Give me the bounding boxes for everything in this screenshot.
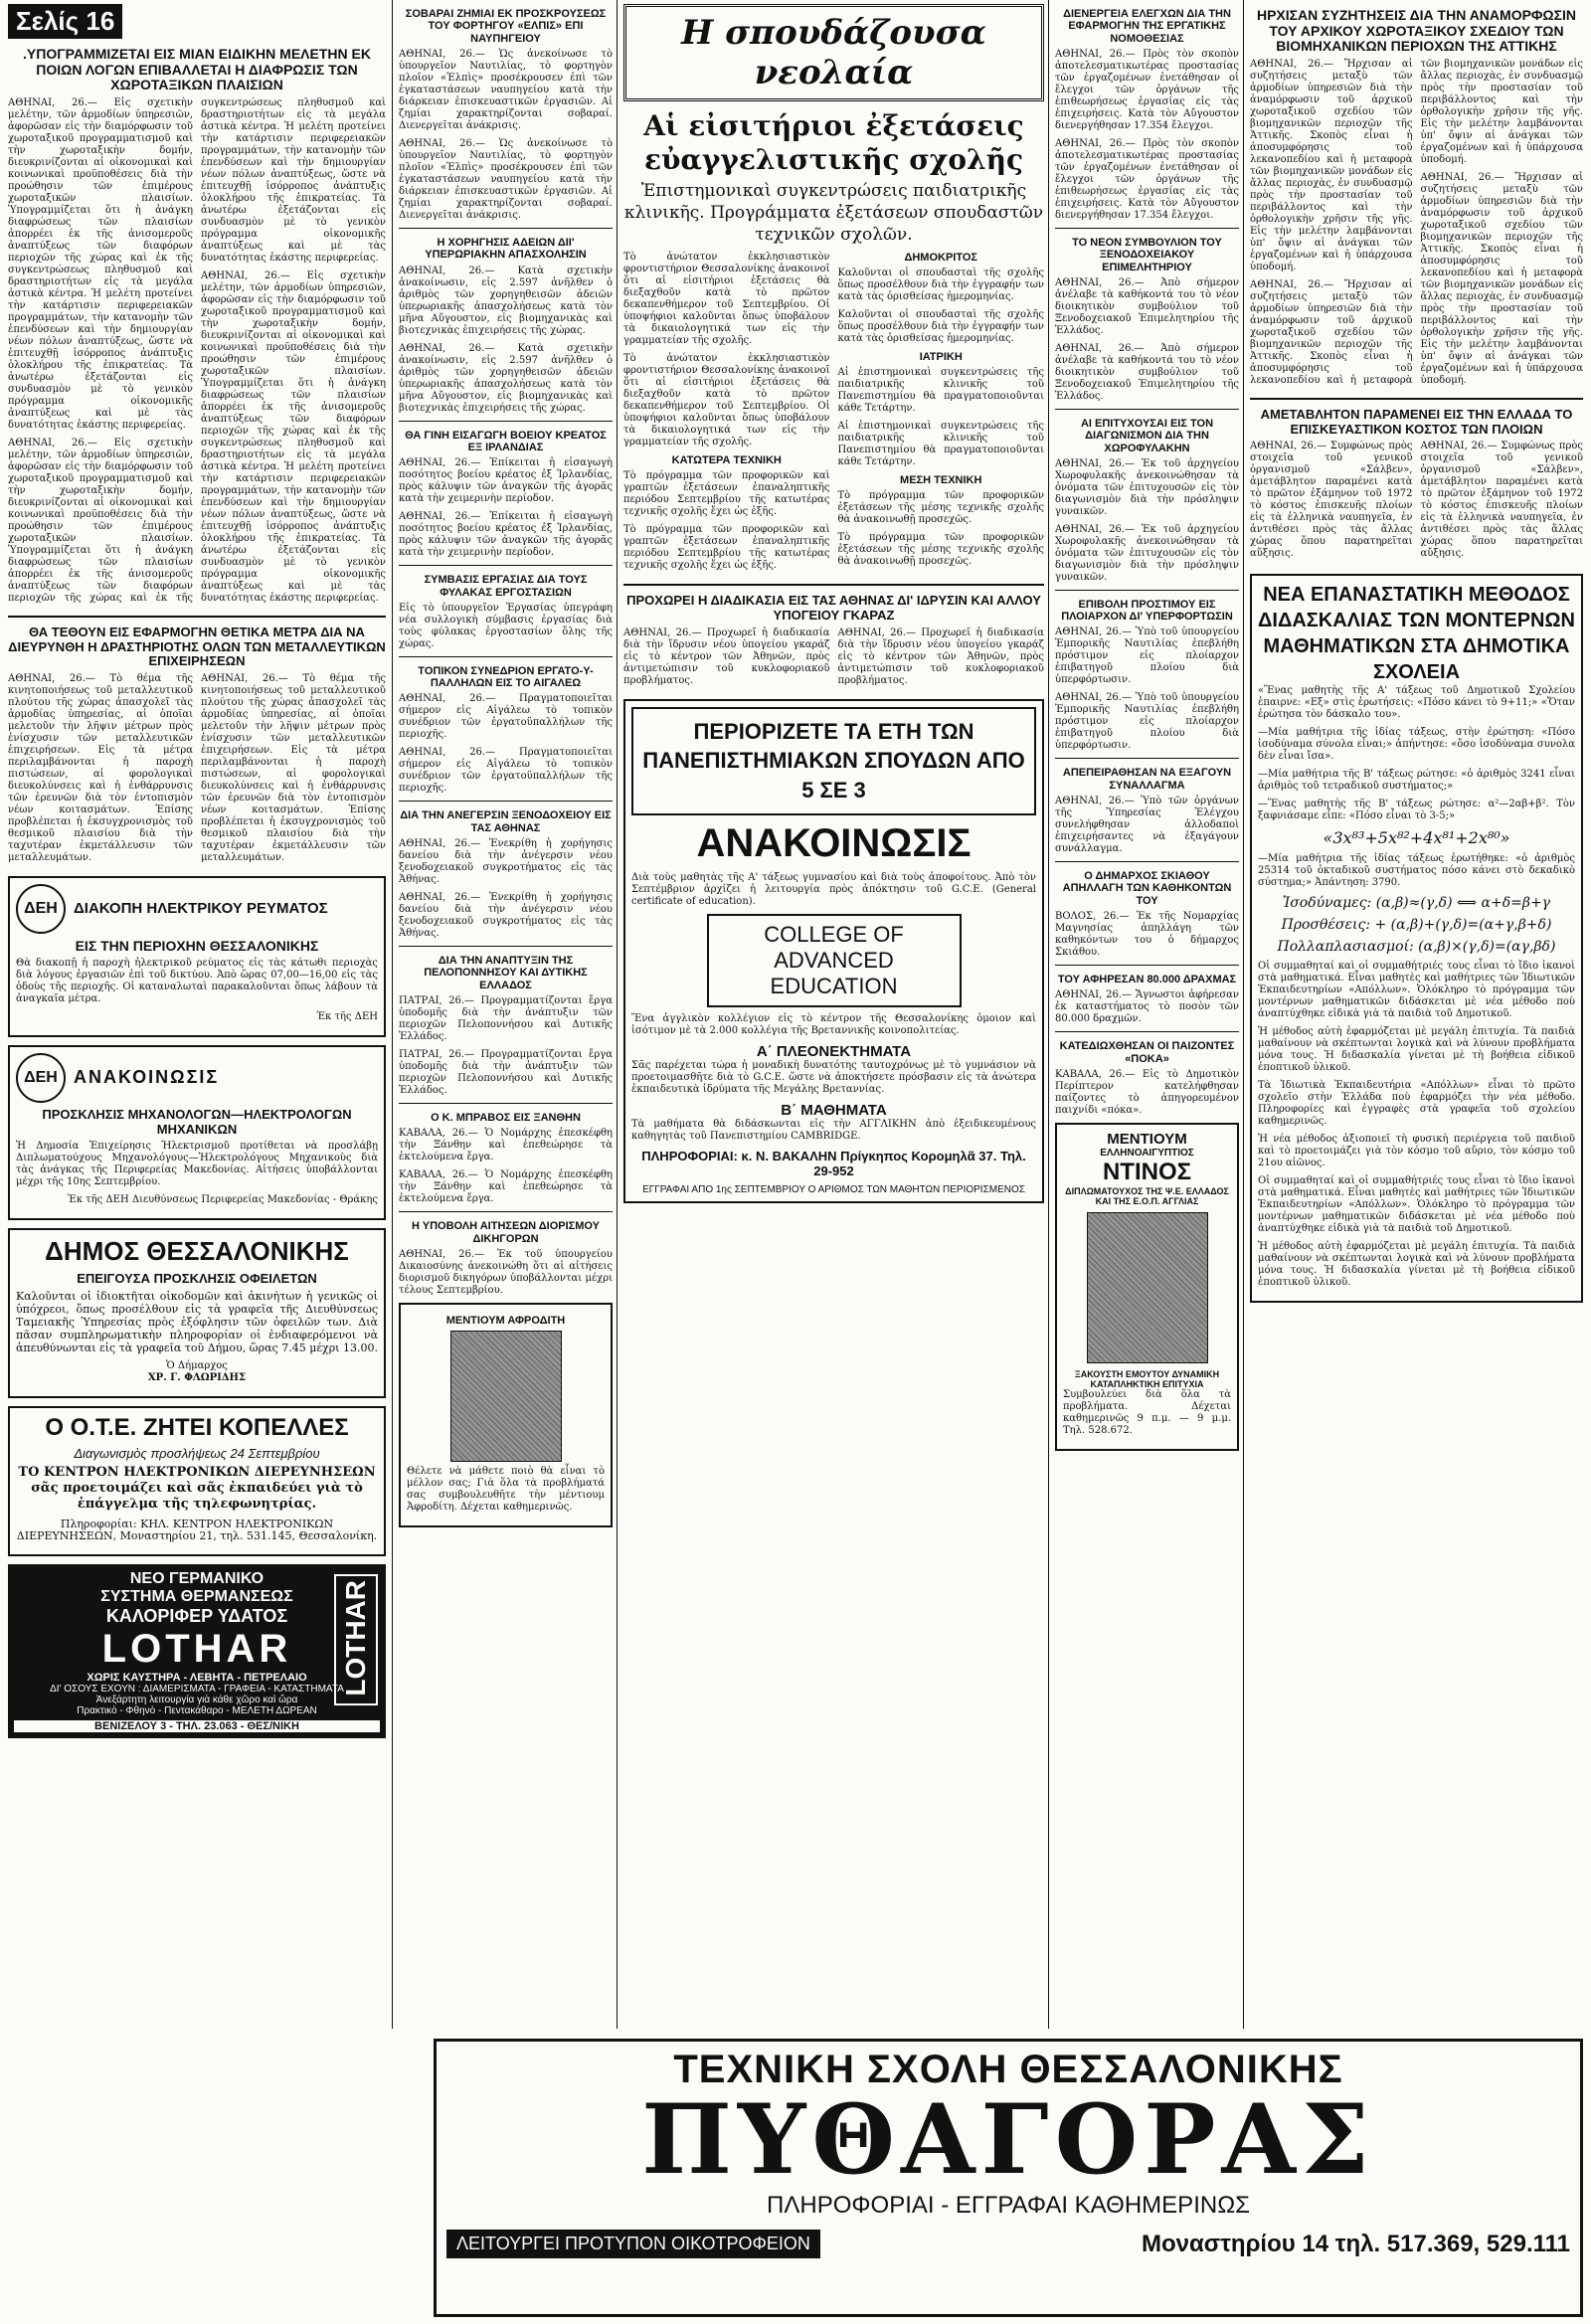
divider — [399, 1211, 613, 1212]
article-chorofylaki-body-2: ΑΘΗΝΑΙ, 26.— Ἐκ τοῦ ἀρχηγείου Χωροφυλακῆς ἀνεκοινώθησαν τὰ ὀνόματα τῶν ἐπιτυχουσῶν εἰς τὸν διαγωνισμὸν διὰ τὴν πρόσληψιν γυναικῶν. — [1055, 523, 1239, 583]
lothar-line6: Ἀνεξάρτητη λειτουργία γιὰ κάθε χῶρο καὶ ὥρα — [95, 1694, 298, 1705]
dimos-signature: ΧΡ. Γ. ΦΛΩΡΙΔΗΣ — [147, 1371, 247, 1383]
divider — [1250, 398, 1583, 400]
headline-dikigoroi: Η ΥΠΟΒΟΛΗ ΑΙΤΗΣΕΩΝ ΔΙΟΡΙΣΜΟΥ ΔΙΚΗΓΟΡΩΝ — [411, 1220, 601, 1245]
math-body1: «Ἕνας μαθητὴς τῆς Α' τάξεως τοῦ Δημοτικοῦ Σχολείου ἐπαιρνε: «Εξ» στὶς ἐρωτήσεις: «Πόσο κάνει τὸ 9+11;» «Ὅταν ἐρώτησα τὸν δάσκαλο του». — [1258, 685, 1575, 721]
article-kreas-body-2: ΑΘΗΝΑΙ, 26.— Ἐπίκειται ἡ εἰσαγωγὴ ποσότητος βοείου κρέατος ἐξ Ἰρλανδίας, πρὸς κάλυψιν τῶν ἀναγκῶν τῆς ἀγορᾶς κατὰ τὴν χειμερινὴν περίοδον. — [399, 511, 613, 559]
divider — [1055, 409, 1239, 410]
page-label — [8, 4, 122, 39]
divider — [1055, 861, 1239, 862]
article-elegchoi-body: ΑΘΗΝΑΙ, 26.— Πρὸς τὸν σκοπὸν ἀποτελεσματικωτέρας προστασίας τῶν ἐργαζομένων ἐνετάθησαν οἱ ἔλεγχοι τῶν ὀργάνων τῆς ἐπιθεωρήσεως ἐργασίας εἰς τὰς ἐπιχειρήσεις. Κατὰ τὸν Αὔγουστον διενεργήθησαν 17.354 ἔλεγχοι. — [1055, 48, 1239, 131]
college-a-body: Σᾶς παρέχεται τώρα ἡ μοναδικὴ δυνατότης ταυτοχρόνως μὲ τὸ γυμνάσιον νὰ προετοιμασθῆτε διὰ τὸ G.C.E. ὥστε νὰ ἀποκτήσετε πρόσβασιν εἰς τὰ ἀνώτερα ἐκπαιδευτικὰ ἱδρύματα τῆς Μεγάλης Βρεταννίας. — [631, 1059, 1036, 1095]
dei-logo-2: ΔΕΗ — [16, 1053, 66, 1103]
article-metallevtika-body: ΑΘΗΝΑΙ, 26.— Τὸ θέμα τῆς κινητοποιήσεως τοῦ μεταλλευτικοῦ πλούτου τῆς χώρας ἀπασχολεῖ τὰς ἁρμοδίας ὑπηρεσίας, αἱ ὁποῖαι μελετοῦν τὴν λῆψιν μέτρων πρὸς ἐνίσχυσιν τῶν μεταλλευτικῶν ἐπιχειρήσεων. Εἰς τὰ μέτρα περιλαμβάνονται ἡ παροχὴ πιστώσεων, αἱ φορολογικαὶ διευκολύνσεις καὶ ἡ ἐνθάρρυνσις τῶν ἐρευνῶν διὰ τὸν ἐντοπισμὸν νέων κοιτασμάτων. Ἐπίσης προβλέπεται ἡ ἐκσυγχρονισμὸς τοῦ θεσμικοῦ πλαισίου διὰ τὴν ταχυτέραν ἐκμετάλλευσιν τῶν μεταλλευμάτων. — [8, 672, 193, 863]
headline-choro: .ΥΠΟΓΡΑΜΜΙΖΕΤΑΙ ΕΙΣ ΜΙΑΝ ΕΙΔΙΚΗΝ ΜΕΛΕΤΗΝ ΕΚ ΠΟΙΩΝ ΛΟΓΩΝ ΕΠΙΒΑΛΛΕΤΑΙ Η ΔΙΑΦΡΩΣΙΣ ΤΩΝ ΧΩΡΟΤΑΞΙΚΩΝ ΠΛΑΙΣΙΩΝ — [23, 46, 371, 93]
neolaia-s2: ΔΗΜΟΚΡΙΤΟΣ — [904, 252, 978, 265]
dimos-title: ΔΗΜΟΣ ΘΕΣΣΑΛΟΝΙΚΗΣ — [45, 1235, 349, 1266]
college-body: Ἕνα ἀγγλικὸν κολλέγιον εἰς τὸ κέντρον τῆς Θεσσαλονίκης ὁμοιον καὶ ἰσότιμον μὲ τὰ 2.000 κολλέγια τῆς Βρεταννικῆς κοινοπολιτείας. — [631, 1012, 1036, 1036]
math-body7b: Ἡ μέθοδος αὐτὴ ἐφαρμόζεται μὲ μεγάλη ἐπιτυχία. Τὰ παιδιὰ μαθαίνουν νὰ σκέπτωνται λογικὰ καὶ νὰ λύνουν προβλήματα μόνα τους. Ἡ διδασκαλία γίνεται μὲ τὴ βοήθεια εἰδικοῦ ἐποπτικοῦ ὑλικοῦ. — [1258, 1241, 1575, 1289]
neolaia-body5b: Τὸ πρόγραμμα τῶν προφορικῶν ἐξετάσεων τῆς μέσης τεχνικῆς σχολῆς θὰ ἀνακοινωθῇ προσεχῶς. — [837, 532, 1044, 568]
divider — [1055, 965, 1239, 966]
ntinos-line2: ΞΑΚΟΥΣΤΗ ΕΜΟΥΤΟΥ ΔΥΝΑΜΙΚΗ ΚΑΤΑΠΛΗΚΤΙΚΗ ΕΠΙΤΥΧΙΑ — [1074, 1368, 1220, 1389]
mentioum-afroditi-ad — [399, 1303, 613, 1527]
headline-poka: ΚΑΤΕΔΙΩΧΘΗΣΑΝ ΟΙ ΠΑΙΖΟΝΤΕΣ «ΠΟΚΑ» — [1059, 1040, 1235, 1065]
headline-adeies: Η ΧΟΡΗΓΗΣΙΣ ΑΔΕΙΩΝ ΔΙΙ' ΥΠΕΡΩΡΙΑΚΗΝ ΑΠΑΣΧΟΛΗΣΙΝ — [425, 236, 587, 262]
lothar-vertical-text: LOTHAR — [340, 1579, 371, 1697]
math-body7: Ἡ μέθοδος αὐτὴ ἐφαρμόζεται μὲ μεγάλη ἐπιτυχία. Τὰ παιδιὰ μαθαίνουν νὰ σκέπτωνται λογικὰ καὶ νὰ λύνουν προβλήματα μόνα τους. Ἡ διδασκαλία γίνεται μὲ τὴ βοήθεια εἰδικοῦ ἐποπτικοῦ ὑλικοῦ. — [1258, 1026, 1575, 1074]
dei-announce-title: ΑΝΑΚΟΙΝΩΣΙΣ — [74, 1067, 220, 1088]
divider — [399, 228, 613, 229]
article-peloponnisos-body-2: ΠΑΤΡΑΙ, 26.— Προγραμματίζονται ἔργα ὑποδομῆς διὰ τὴν ἀνάπτυξιν τῶν περιοχῶν Πελοποννήσου καὶ Δυτικῆς Ἑλλάδος. — [399, 1049, 613, 1096]
headline-skiathos: Ο ΔΗΜΑΡΧΟΣ ΣΚΙΑΘΟΥ ΑΠΗΛΛΑΓΗ ΤΩΝ ΚΑΘΗΚΟΝΤΩΝ ΤΟΥ — [1062, 870, 1232, 907]
ntinos-title: ΜΕΝΤΙΟΥΜ — [1107, 1130, 1187, 1148]
college-anakoinosis: ΑΝΑΚΟΙΝΩΣΙΣ — [696, 820, 972, 865]
math-body5: —Μία μαθήτρια τῆς ἰδίας τάξεως ἐρωτήθηκε: «ὁ ἀριθμὸς 25314 τοῦ ὀκταδικοῦ συστήματος πόσο κάνει στὸ δεκαδικὸ σύστημα;» Ἀπάντηση: 3790. — [1258, 853, 1575, 889]
ploia-body: ΑΘΗΝΑΙ, 26.— Συμφώνως πρὸς στοιχεῖα τοῦ γενικοῦ ὀργανισμοῦ «Σάλβεν», ἀμετάβλητον παραμένει κατὰ τὸ πρῶτον ἑξάμηνον τοῦ 1972 τὸ κόστος ἐπισκευῆς πλοίων εἰς τὰ ἑλληνικὰ ναυπηγεῖα, ἐν ἀντιθέσει πρὸς τὰς ἄλλας χώρας ὅπου παρατηρεῖται αὔξησις. — [1250, 441, 1413, 560]
college-ad — [623, 699, 1044, 1203]
divider — [399, 1103, 613, 1104]
math-body6b: Οἱ συμμαθηταί καὶ οἱ συμμαθήτριές τους εἶναι τὸ ἴδιο ἱκανοὶ στὰ μαθηματικά. Εἶναι μαθητὲς καὶ μαθήτριες τῶν Ἰδιωτικῶν Ἐκπαιδευτηρίων «Απόλλων». Ὁλόκληρο τὸ πρόγραμμα τῶν μοντέρνων μαθηματικῶν διδάσκεται μὲ νέα μέθοδο ποὺ ἀναπτύχθηκε εἰδικὰ γιὰ τὰ παιδιὰ τοῦ Δημοτικοῦ. — [1258, 1175, 1575, 1235]
college-name-line2: ADVANCED EDUCATION — [770, 947, 898, 998]
ploia-body-2: ΑΘΗΝΑΙ, 26.— Συμφώνως πρὸς στοιχεῖα τοῦ γενικοῦ ὀργανισμοῦ «Σάλβεν», ἀμετάβλητον παραμένει κατὰ τὸ πρῶτον ἑξάμηνον τοῦ 1972 τὸ κόστος ἐπισκευῆς πλοίων εἰς τὰ ἑλληνικὰ ναυπηγεῖα, ἐν ἀντιθέσει πρὸς τὰς ἄλλας χώρας ὅπου παρατηρεῖται αὔξησις. — [1420, 441, 1583, 560]
college-b-title: Β΄ ΜΑΘΗΜΑΤΑ — [781, 1101, 887, 1119]
headline-80000: ΤΟΥ ΑΦΗΡΕΣΑΝ 80.000 ΔΡΑΧΜΑΣ — [1057, 974, 1237, 985]
article-symvasis-body: Εἰς τὸ ὑπουργεῖον Ἐργασίας ὑπεγράφη νέα συλλογικὴ σύμβασις ἐργασίας διὰ τοὺς φύλακας ἐργοστασίων ὅλης τῆς χώρας. — [399, 602, 613, 649]
ote-subtitle: Διαγωνισμὸς προσλήψεως 24 Σεπτεμβρίου — [74, 1445, 320, 1461]
dei-power-cut-notice — [8, 876, 386, 1037]
lothar-line5: ΔΙ' ΟΣΟΥΣ ΕΧΟΥΝ : ΔΙΑΜΕΡΙΣΜΑΤΑ - ΓΡΑΦΕΙΑ - ΚΑΤΑΣΤΗΜΑΤΑ — [50, 1683, 344, 1695]
page-label-text: Σελίς 16 — [16, 6, 115, 36]
divider — [623, 584, 1044, 586]
math-body4: —Ἕνας μαθητὴς τῆς Β' τάξεως ρώτησε: α²—2αβ+β². Τὸν ξαφνιάσαμε εἶπε: «Πόσο εἶναι τὸ 3-5;» — [1258, 799, 1575, 822]
college-contact: ΠΛΗΡΟΦΟΡΙΑΙ: κ. Ν. ΒΑΚΑΛΗΝ Πρίγκηπος Κορομηλᾶ 37. Τηλ. 29-952 — [641, 1148, 1026, 1178]
article-elpis-body: ΑΘΗΝΑΙ, 26.— Ὡς ἀνεκοίνωσε τὸ ὑπουργεῖον Ναυτιλίας, τὸ φορτηγὸν πλοῖον «Ἐλπὶς» προσέκρουσεν ἐπὶ τῶν ἐγκαταστάσεων ναυπηγείου κατὰ τὴν διάρκειαν ἐπισκευαστικῶν ἐργασιῶν. Αἱ ζημίαι χαρακτηρίζονται σοβαραί. Διενεργεῖται ἀνάκρισις. — [399, 48, 613, 131]
dei-announce-subtitle: ΠΡΟΣΚΛΗΣΙΣ ΜΗΧΑΝΟΛΟΓΩΝ—ΗΛΕΚΤΡΟΛΟΓΩΝ ΜΗΧΑΝΙΚΩΝ — [42, 1106, 352, 1137]
mentioum-ntinos-ad — [1055, 1123, 1239, 1451]
dei-announcement — [8, 1045, 386, 1220]
article-elegchoi-body-2: ΑΘΗΝΑΙ, 26.— Πρὸς τὸν σκοπὸν ἀποτελεσματικωτέρας προστασίας τῶν ἐργαζομένων ἐνετάθησαν οἱ ἔλεγχοι τῶν ὀργάνων τῆς ἐπιθεωρήσεως ἐργασίας εἰς τὰς ἐπιχειρήσεις. Κατὰ τὸν Αὔγουστον διενεργήθησαν 17.354 ἔλεγχοι. — [1055, 137, 1239, 221]
garaz-body: ΑΘΗΝΑΙ, 26.— Προχωρεῖ ἡ διαδικασία διὰ τὴν ἵδρυσιν νέου ὑπογείου γκαράζ εἰς τὸ κέντρον τῶν Ἀθηνῶν, πρὸς ἀντιμετώπισιν τοῦ κυκλοφοριακοῦ προβλήματος. — [623, 626, 830, 686]
pythagoras-line2: ΠΛΗΡΟΦΟΡΙΑΙ - ΕΓΓΡΑΦΑΙ ΚΑΘΗΜΕΡΙΝΩΣ — [767, 2192, 1250, 2219]
headline-synallagma: ΑΠΕΠΕΙΡΑΘΗΣΑΝ ΝΑ ΕΞΑΓΟΥΝ ΣΥΝΑΛΛΑΓΜΑ — [1062, 767, 1232, 792]
pythagoras-line1: ΤΕΧΝΙΚΗ ΣΧΟΛΗ ΘΕΣΣΑΛΟΝΙΚΗΣ — [673, 2048, 1343, 2091]
article-metallevtika-body-2: ΑΘΗΝΑΙ, 26.— Τὸ θέμα τῆς κινητοποιήσεως τοῦ μεταλλευτικοῦ πλούτου τῆς χώρας ἀπασχολεῖ τὰς ἁρμοδίας ὑπηρεσίας, αἱ ὁποῖαι μελετοῦν τὴν λῆψιν μέτρων πρὸς ἐνίσχυσιν τῶν μεταλλευτικῶν ἐπιχειρήσεων. Εἰς τὰ μέτρα περιλαμβάνονται ἡ παροχὴ πιστώσεων, αἱ φορολογικαὶ διευκολύνσεις καὶ ἡ ἐνθάρρυνσις τῶν ἐρευνῶν διὰ τὸν ἐντοπισμὸν νέων κοιτασμάτων. Ἐπίσης προβλέπεται ἡ ἐκσυγχρονισμὸς τοῦ θεσμικοῦ πλαισίου διὰ τὴν ταχυτέραν ἐκμετάλλευσιν τῶν μεταλλευμάτων. — [201, 672, 386, 863]
article-choro — [8, 97, 386, 608]
article-peloponnisos-body: ΠΑΤΡΑΙ, 26.— Προγραμματίζονται ἔργα ὑποδομῆς διὰ τὴν ἀνάπτυξιν τῶν περιοχῶν Πελοποννήσου καὶ Δυτικῆς Ἑλλάδος. — [399, 995, 613, 1042]
ote-contact: Πληροφορίαι: ΚΗΛ. ΚΕΝΤΡΟΝ ΗΛΕΚΤΡΟΝΙΚΩΝ ΔΙΕΡΕΥΝΗΣΕΩΝ, Μοναστηρίου 21, τηλ. 531.145, Θεσσαλονίκη. — [16, 1517, 378, 1542]
column-4 — [1048, 0, 1239, 2029]
article-xenodocheio-body: ΑΘΗΝΑΙ, 26.— Ἐνεκρίθη ἡ χορήγησις δανείου διὰ τὴν ἀνέγερσιν νέου ξενοδοχειακοῦ συγκροτήματος εἰς τὰς Ἀθήνας. — [399, 838, 613, 886]
article-80000-body: ΑΘΗΝΑΙ, 26.— Ἄγνωστοι ἀφήρεσαν ἐκ καταστήματος τὸ ποσὸν τῶν 80.000 δραχμῶν. — [1055, 989, 1239, 1025]
divider — [399, 801, 613, 802]
headline-elegchoi: ΔΙΕΝΕΡΓΕΙΑ ΕΛΕΓΧΩΝ ΔΙΑ ΤΗΝ ΕΦΑΡΜΟΓΗΝ ΤΗΣ ΕΡΓΑΤΙΚΗΣ ΝΟΜΟΘΕΣΙΑΣ — [1063, 8, 1231, 45]
headline-prostimo: ΕΠΙΒΟΛΗ ΠΡΟΣΤΙΜΟΥ ΕΙΣ ΠΛΟΙΑΡΧΟΝ ΔΙ' ΥΠΕΡΦΟΡΤΩΣΙΝ — [1061, 598, 1233, 624]
headline-xenodocheiako: ΤΟ ΝΕΟΝ ΣΥΜΒΟΥΛΙΟΝ ΤΟΥ ΞΕΝΟΔΟΧΕΙΑΚΟΥ ΕΠΙΜΕΛΗΤΗΡΙΟΥ — [1072, 236, 1222, 273]
column-5 — [1243, 0, 1583, 2029]
headline-mpravos: Ο Κ. ΜΠΡΑΒΟΣ ΕΙΣ ΞΑΝΘΗΝ — [431, 1112, 581, 1124]
divider — [1055, 758, 1239, 759]
article-synedrion-body: ΑΘΗΝΑΙ, 26.— Πραγματοποιεῖται σήμερον εἰς Αἰγάλεω τὸ τοπικὸν συνέδριον τῶν ἐργατοϋπαλλήλων τῆς περιοχῆς. — [399, 693, 613, 741]
attiki-body: ΑΘΗΝΑΙ, 26.— Ἤρχισαν αἱ συζητήσεις μεταξὺ τῶν ἁρμοδίων ὑπηρεσιῶν διὰ τὴν ἀναμόρφωσιν τοῦ ἀρχικοῦ χωροταξικοῦ σχεδίου τῶν βιομηχανικῶν περιοχῶν τῆς Ἀττικῆς. Σκοπὸς εἶναι ἡ ἀποσυμφόρησις τοῦ λεκανοπεδίου καὶ ἡ μεταφορὰ τῶν βιομηχανικῶν μονάδων εἰς ἄλλας περιοχὰς, ἐν συνδυασμῷ πρὸς τὴν προστασίαν τοῦ περιβάλλοντος καὶ τὴν ὀρθολογικὴν χρῆσιν τῆς γῆς. Εἰς τὴν μελέτην λαμβάνονται ὑπ' ὄψιν αἱ ἀνάγκαι τῶν ἐργαζομένων καὶ ἡ ὑπάρχουσα ὑποδομή. — [1250, 59, 1413, 273]
college-box-headline: ΠΕΡΙΟΡΙΖΕΤΕ ΤΑ ΕΤΗ ΤΩΝ ΠΑΝΕΠΙΣΤΗΜΙΑΚΩΝ ΣΠΟΥΔΩΝ ΑΠΟ 5 ΣΕ 3 — [631, 707, 1036, 815]
article-xenodocheio-body-2: ΑΘΗΝΑΙ, 26.— Ἐνεκρίθη ἡ χορήγησις δανείου διὰ τὴν ἀνέγερσιν νέου ξενοδοχειακοῦ συγκροτήματος εἰς τὰς Ἀθήνας. — [399, 892, 613, 940]
mentioum-afroditi-title: ΜΕΝΤΙΟΥΜ ΑΦΡΟΔΙΤΗ — [445, 1314, 566, 1327]
article-adeies-body-2: ΑΘΗΝΑΙ, 26.— Κατὰ σχετικὴν ἀνακοίνωσιν, εἰς 2.597 ἀνῆλθεν ὁ ἀριθμὸς τῶν χορηγηθεισῶν ἀδειῶν ὑπερωριακῆς ἀπασχολήσεως κατὰ τὸν μῆνα Αὔγουστον, εἰς βιομηχανικὰς καὶ βιοτεχνικὰς ἐπιχειρήσεις τῆς χώρας. — [399, 342, 613, 414]
article-synallagma-body: ΑΘΗΝΑΙ, 26.— Ὑπὸ τῶν ὀργάνων τῆς Ὑπηρεσίας Ἐλέγχου συνελήφθησαν ἀλλοδαποὶ ἐπιχειρήσαντες νὰ ἐξαγάγουν συνάλλαγμα. — [1055, 796, 1239, 855]
article-poka-body: ΚΑΒΑΛΑ, 26.— Εἰς τὸ Δημοτικὸν Περίπτερον κατελήφθησαν παίζοντες τὸ ἀπηγορευμένον παιχνίδι «πόκα». — [1055, 1068, 1239, 1116]
lothar-ad — [8, 1564, 386, 1738]
neolaia-s3: ΙΑΤΡΙΚΗ — [919, 351, 963, 364]
pythagoras-brand: ΠΥΘΑΓΟΡΑΣ — [641, 2083, 1375, 2196]
article-mpravos-body-2: ΚΑΒΑΛΑ, 26.— Ὁ Νομάρχης ἐπεσκέφθη τὴν Ξάνθην καὶ ἐπεθεώρησε τὰ ἐκτελούμενα ἔργα. — [399, 1169, 613, 1205]
mentioum-afroditi-photo — [450, 1331, 562, 1462]
dimos-thessalonikis-ad — [8, 1228, 386, 1398]
column-2 — [392, 0, 613, 2029]
article-kreas-body: ΑΘΗΝΑΙ, 26.— Ἐπίκειται ἡ εἰσαγωγὴ ποσότητος βοείου κρέατος ἐξ Ἰρλανδίας, πρὸς κάλυψιν τῶν ἀναγκῶν τῆς ἀγορᾶς κατὰ τὴν χειμερινὴν περίοδον. — [399, 457, 613, 505]
college-name-line1: COLLEGE OF — [764, 921, 904, 947]
neolaia-body2: Τὸ πρόγραμμα τῶν προφορικῶν καὶ γραπτῶν ἐξετάσεων ἐπαναληπτικῆς περιόδου Σεπτεμβρίου τῆς κατωτέρας τεχνικῆς σχολῆς ἔχει ὡς ἑξῆς. — [623, 470, 830, 518]
headline-garaz: ΠΡΟΧΩΡΕΙ Η ΔΙΑΔΙΚΑΣΙΑ ΕΙΣ ΤΑΣ ΑΘΗΝΑΣ ΔΙ' ΙΔΡΥΣΙΝ ΚΑΙ ΑΛΛΟΥ ΥΠΟΓΕΙΟΥ ΓΚΑΡΑΖ — [626, 593, 1041, 624]
neolaia-s1: ΚΑΤΩΤΕΡΑ ΤΕΧΝΙΚΗ — [671, 454, 782, 467]
article-skiathos-body: ΒΟΛΟΣ, 26.— Ἐκ τῆς Νομαρχίας Μαγνησίας ἀπηλλάγη τῶν καθηκόντων του ὁ δήμαρχος Σκιάθου. — [1055, 911, 1239, 958]
neolaia-body3: Καλοῦνται οἱ σπουδασταὶ τῆς σχολῆς ὅπως προσέλθουν διὰ τὴν ἐγγραφήν των κατὰ τὰς ὁρισθείσας ἡμερομηνίας. — [837, 268, 1044, 303]
lothar-line1: ΝΕΟ ΓΕΡΜΑΝΙΚΟ — [129, 1569, 265, 1587]
headline-symvasis: ΣΥΜΒΑΣΙΣ ΕΡΓΑΣΙΑΣ ΔΙΑ ΤΟΥΣ ΦΥΛΑΚΑΣ ΕΡΓΟΣΤΑΣΙΩΝ — [424, 574, 588, 599]
dei-notice-title: ΔΙΑΚΟΠΗ ΗΛΕΚΤΡΙΚΟΥ ΡΕΥΜΑΤΟΣ — [74, 900, 328, 918]
mentioum-afroditi-body: Θέλετε νὰ μάθετε ποιὸ θὰ εἶναι τὸ μέλλον σας; Γιὰ ὅλα τὰ προβλήματά σας συμβουλευθῆτε τὴν μέντιουμ Ἀφροδίτη. Δέχεται καθημερινῶς. — [407, 1465, 605, 1513]
math-headline: ΝΕΑ ΕΠΑΝΑΣΤΑΤΙΚΗ ΜΕΘΟΔΟΣ ΔΙΔΑΣΚΑΛΙΑΣ ΤΩΝ ΜΟΝΤΕΡΝΩΝ ΜΑΘΗΜΑΤΙΚΩΝ ΣΤΑ ΔΗΜΟΤΙΚΑ ΣΧΟΛΕΙΑ — [1258, 584, 1575, 684]
math-body8: Τὰ Ἰδιωτικὰ Ἐκπαιδευτήρια «Απόλλων» εἶναι τὸ πρῶτο σχολεῖο στὴν Ἑλλάδα ποὺ ἐφαρμόζει τὴν νέα μέθοδο. Πληροφορίες καὶ ἐγγραφὲς στὰ γραφεῖα τοῦ σχολείου καθημερινῶς. — [1258, 1080, 1575, 1128]
ote-ad — [8, 1406, 386, 1556]
divider — [399, 421, 613, 422]
attiki-body-2: ΑΘΗΝΑΙ, 26.— Ἤρχισαν αἱ συζητήσεις μεταξὺ τῶν ἁρμοδίων ὑπηρεσιῶν διὰ τὴν ἀναμόρφωσιν τοῦ ἀρχικοῦ χωροταξικοῦ σχεδίου τῶν βιομηχανικῶν περιοχῶν τῆς Ἀττικῆς. Σκοπὸς εἶναι ἡ ἀποσυμφόρησις τοῦ λεκανοπεδίου καὶ ἡ μεταφορὰ τῶν βιομηχανικῶν μονάδων εἰς ἄλλας περιοχὰς, ἐν συνδυασμῷ πρὸς τὴν προστασίαν τοῦ περιβάλλοντος καὶ τὴν ὀρθολογικὴν χρῆσιν τῆς γῆς. Εἰς τὴν μελέτην λαμβάνονται ὑπ' ὄψιν αἱ ἀνάγκαι τῶν ἐργαζομένων καὶ ἡ ὑπάρχουσα ὑποδομή. — [1250, 59, 1583, 387]
headline-xenodocheio: ΔΙΑ ΤΗΝ ΑΝΕΓΕΡΣΙΝ ΞΕΝΟΔΟΧΕΙΟΥ ΕΙΣ ΤΑΣ ΑΘΗΝΑΣ — [400, 809, 612, 834]
dei-announce-body: Ἡ Δημοσία Ἐπιχείρησις Ἠλεκτρισμοῦ προτίθεται νὰ προσλάβῃ Διπλωματούχους Μηχανολόγους—Ἠλεκτρολόγους Μηχανικοὺς διὰ τὰς ἀνάγκας τῆς Περιφερείας Μακεδονίας. Αἰτήσεις ὑποβάλλονται μέχρι τῆς 10ης Σεπτεμβρίου. — [16, 1140, 378, 1187]
neolaia-body4: Αἱ ἐπιστημονικαὶ συγκεντρώσεις τῆς παιδιατρικῆς κλινικῆς τοῦ Πανεπιστημίου θὰ πραγματοποιοῦνται κάθε Τετάρτην. — [837, 367, 1044, 415]
garaz-body-2: ΑΘΗΝΑΙ, 26.— Προχωρεῖ ἡ διαδικασία διὰ τὴν ἵδρυσιν νέου ὑπογείου γκαράζ εἰς τὸ κέντρον τῶν Ἀθηνῶν, πρὸς ἀντιμετώπισιν τοῦ κυκλοφοριακοῦ προβλήματος. — [837, 626, 1044, 686]
ntinos-body: Συμβουλεύει διὰ ὅλα τὰ προβλήματα. Δέχεται καθημερινῶς 9 π.μ. — 9 μ.μ. Τηλ. 528.672. — [1063, 1388, 1231, 1436]
neolaia-body3b: Καλοῦνται οἱ σπουδασταὶ τῆς σχολῆς ὅπως προσέλθουν διὰ τὴν ἐγγραφήν των κατὰ τὰς ὁρισθείσας ἡμερομηνίας. — [837, 309, 1044, 345]
math-formula1: «3x⁸³+5x⁸²+4x⁸¹+2x⁸⁰» — [1323, 828, 1510, 848]
dimos-signature-title: Ὁ Δήμαρχος — [166, 1359, 228, 1371]
math-formula2: Ἰσοδύναμες: (α,β)≈(γ,δ) ⟺ α+δ=β+γ — [1282, 895, 1551, 912]
math-body2: —Μία μαθήτρια τῆς ἰδίας τάξεως, στὴν ἐρώτηση: «Πόσο ἰσοδύναμα σύνολα εἶναι;» ἀπήντησε: «ὅσο ἰσοδύναμα συνολα δὲν εἶναι ἴσα». — [1258, 727, 1575, 763]
lothar-vertical-logo — [334, 1574, 378, 1706]
college-a-title: Α΄ ΠΛΕΟΝΕΚΤΗΜΑΤΑ — [756, 1042, 912, 1060]
neolaia-body4b: Αἱ ἐπιστημονικαὶ συγκεντρώσεις τῆς παιδιατρικῆς κλινικῆς τοῦ Πανεπιστημίου θὰ πραγματοποιοῦνται κάθε Τετάρτην. — [837, 421, 1044, 468]
article-dikigoroi-body: ΑΘΗΝΑΙ, 26.— Ἐκ τοῦ ὑπουργείου Δικαιοσύνης ἀνεκοινώθη ὅτι αἱ αἰτήσεις διορισμοῦ δικηγόρων ὑποβάλλονται μέχρι τέλους Σεπτεμβρίου. — [399, 1248, 613, 1296]
article-xenodocheiako-body-2: ΑΘΗΝΑΙ, 26.— Ἀπὸ σήμερον ἀνέλαβε τὰ καθήκοντά του τὸ νέον διοικητικὸν συμβούλιον τοῦ Ξενοδοχειακοῦ Ἐπιμελητηρίου τῆς Ἑλλάδος. — [1055, 342, 1239, 402]
neolaia-body5: Τὸ πρόγραμμα τῶν προφορικῶν ἐξετάσεων τῆς μέσης τεχνικῆς σχολῆς θὰ ἀνακοινωθῇ προσεχῶς. — [837, 490, 1044, 526]
math-formula4: Πολλαπλασιασμοί: (α,β)×(γ,δ)=(αγ,βδ) — [1277, 939, 1556, 956]
headline-attiki: ΗΡΧΙΣΑΝ ΣΥΖΗΤΗΣΕΙΣ ΔΙΑ ΤΗΝ ΑΝΑΜΟΡΦΩΣΙΝ ΤΟΥ ΑΡΧΙΚΟΥ ΧΩΡΟΤΑΞΙΚΟΥ ΣΧΕΔΙΟΥ ΤΩΝ ΒΙΟΜΗΧΑΝΙΚΩΝ ΠΕΡΙΟΧΩΝ ΤΗΣ ΑΤΤΙΚΗΣ — [1256, 7, 1577, 55]
math-body6: Οἱ συμμαθηταί καὶ οἱ συμμαθήτριές τους εἶναι τὸ ἴδιο ἱκανοὶ στὰ μαθηματικά. Εἶναι μαθητὲς καὶ μαθήτριες τῶν Ἰδιωτικῶν Ἐκπαιδευτηρίων «Απόλλων». Ὁλόκληρο τὸ πρόγραμμα τῶν μοντέρνων μαθηματικῶν διδάσκεται μὲ νέα μέθοδο ποὺ ἀναπτύχθηκε εἰδικὰ γιὰ τὰ παιδιὰ τοῦ Δημοτικοῦ. — [1258, 961, 1575, 1020]
lothar-line7: Πρακτικὸ - Φθηνὸ - Πεντακάθαρο - ΜΕΛΕΤΗ ΔΩΡΕΑΝ — [77, 1704, 317, 1716]
lothar-address: ΒΕΝΙΖΕΛΟΥ 3 - ΤΗΛ. 23.063 - ΘΕΣ/ΝΙΚΗ — [14, 1720, 380, 1732]
headline-ploia: ΑΜΕΤΑΒΛΗΤΟΝ ΠΑΡΑΜΕΝΕΙ ΕΙΣ ΤΗΝ ΕΛΛΑΔΑ ΤΟ ΕΠΙΣΚΕΥΑΣΤΙΚΟΝ ΚΟΣΤΟΣ ΤΩΝ ΠΛΟΙΩΝ — [1260, 407, 1573, 437]
dei-notice-body: Θὰ διακοπῇ ἡ παροχὴ ἠλεκτρικοῦ ρεύματος εἰς τὰς κάτωθι περιοχὰς διὰ λόγους ἐργασιῶν ἐπὶ τοῦ δικτύου. Ἀπὸ ὥρας 07,00—16,00 εἰς τὰς ὁδοὺς τῆς περιοχῆς. Οἱ καταναλωταὶ παρακαλοῦνται ὅπως λάβουν τὰ ἀναγκαῖα μέτρα. — [16, 957, 378, 1004]
article-choro-body-3: ΑΘΗΝΑΙ, 26.— Εἰς σχετικὴν μελέτην, τῶν ἁρμοδίων ὑπηρεσιῶν, ἀφορῶσαν εἰς τὴν διαμόρφωσιν τοῦ χωροταξικοῦ προγραμματισμοῦ καὶ τὴν χωροταξικὴν δομήν, διευκρινίζονται αἱ οἰκονομικαὶ καὶ κοινωνικαὶ προϋποθέσεις διὰ τὴν προώθησιν τῶν ἐπιμέρους χωροταξικῶν πλαισίων. Ὑπογραμμίζεται ὅτι ἡ ἀνάγκη διαφρώσεως τῶν πλαισίων ἀπορρέει ἐκ τῆς ἀνισομεροῦς ἀναπτύξεως τῶν διαφόρων περιοχῶν τῆς χώρας καὶ ἐκ τῆς συγκεντρώσεως πληθυσμοῦ καὶ δραστηριοτήτων εἰς τὰ μεγάλα ἀστικὰ κέντρα. Ἡ μελέτη προτείνει τὴν κατάρτισιν περιφερειακῶν προγραμμάτων, τὴν κατανομὴν τῶν ἐπενδύσεων καὶ τὴν δημιουργίαν νέων πόλων ἀναπτύξεως, ὥστε νὰ ἐπιτευχθῇ ἰσόρροπος ἀνάπτυξις ὁλοκλήρου τῆς ἐπικρατείας. Τὰ ἀνωτέρω ἐξετάζονται εἰς συνδυασμὸν μὲ τὸ γενικὸν πρόγραμμα οἰκονομικῆς ἀναπτύξεως καὶ μὲ τὰς δυνατότητας ἑκάστης περιφερείας. — [201, 270, 386, 605]
section-banner — [623, 4, 1044, 101]
article-choro-body: ΑΘΗΝΑΙ, 26.— Εἰς σχετικὴν μελέτην, τῶν ἁρμοδίων ὑπηρεσιῶν, ἀφορῶσαν εἰς τὴν διαμόρφωσιν τοῦ χωροταξικοῦ προγραμματισμοῦ καὶ τὴν χωροταξικὴν δομήν, διευκρινίζονται αἱ οἰκονομικαὶ καὶ κοινωνικαὶ προϋποθέσεις διὰ τὴν προώθησιν τῶν ἐπιμέρους χωροταξικῶν πλαισίων. Ὑπογραμμίζεται ὅτι ἡ ἀνάγκη διαφρώσεως τῶν πλαισίων ἀπορρέει ἐκ τῆς ἀνισομεροῦς ἀναπτύξεως τῶν διαφόρων περιοχῶν τῆς χώρας καὶ ἐκ τῆς συγκεντρώσεως πληθυσμοῦ καὶ δραστηριοτήτων εἰς τὰ μεγάλα ἀστικὰ κέντρα. Ἡ μελέτη προτείνει τὴν κατάρτισιν περιφερειακῶν προγραμμάτων, τὴν κατανομὴν τῶν ἐπενδύσεων καὶ τὴν δημιουργίαν νέων πόλων ἀναπτύξεως, ὥστε νὰ ἐπιτευχθῇ ἰσόρροπος ἀνάπτυξις ὁλοκλήρου τῆς ἐπικρατείας. Τὰ ἀνωτέρω ἐξετάζονται εἰς συνδυασμὸν μὲ τὸ γενικὸν πρόγραμμα οἰκονομικῆς ἀναπτύξεως καὶ μὲ τὰς δυνατότητας ἑκάστης περιφερείας. — [8, 97, 193, 432]
pythagoras-ad — [434, 2039, 1583, 2317]
dei-notice-subtitle: ΕΙΣ ΤΗΝ ΠΕΡΙΟΧΗΝ ΘΕΣΣΑΛΟΝΙΚΗΣ — [75, 937, 319, 954]
section-banner-text: Η σπουδάζουσα νεολαία — [681, 13, 986, 92]
ote-title: Ο Ο.Τ.Ε. ΖΗΤΕΙ ΚΟΠΕΛΛΕΣ — [45, 1413, 349, 1441]
dei-logo: ΔΕΗ — [16, 884, 66, 934]
article-garaz — [623, 627, 1044, 693]
college-b-body: Τὰ μαθήματα θὰ διδάσκωνται εἰς τὴν ΑΓΓΛΙΚΗΝ ἀπὸ ἐξειδικευμένους καθηγητὰς τοῦ Πανεπιστημίου CAMBRIDGE. — [631, 1118, 1036, 1142]
attiki-body-3: ΑΘΗΝΑΙ, 26.— Ἤρχισαν αἱ συζητήσεις μεταξὺ τῶν ἁρμοδίων ὑπηρεσιῶν διὰ τὴν ἀναμόρφωσιν τοῦ ἀρχικοῦ χωροταξικοῦ σχεδίου τῶν βιομηχανικῶν περιοχῶν τῆς Ἀττικῆς. Σκοπὸς εἶναι ἡ ἀποσυμφόρησις τοῦ λεκανοπεδίου καὶ ἡ μεταφορὰ τῶν βιομηχανικῶν μονάδων εἰς ἄλλας περιοχὰς, ἐν συνδυασμῷ πρὸς τὴν προστασίαν τοῦ περιβάλλοντος καὶ τὴν ὀρθολογικὴν χρῆσιν τῆς γῆς. Εἰς τὴν μελέτην λαμβάνονται ὑπ' ὄψιν αἱ ἀνάγκαι τῶν ἐργαζομένων καὶ ἡ ὑπάρχουσα ὑποδομή. — [1420, 172, 1583, 387]
dei-announce-signature: Ἐκ τῆς ΔΕΗ Διευθύνσεως Περιφερείας Μακεδονίας - Θράκης — [68, 1193, 378, 1205]
ntinos-subtitle: ΕΛΛΗΝΟΑΙΓΥΠΤΙΟΣ — [1100, 1147, 1194, 1159]
math-formula3: Προσθέσεις: + (α,β)+(γ,δ)=(α+γ,β+δ) — [1281, 917, 1552, 934]
column-1 — [8, 0, 386, 2324]
college-anak-body: Διὰ τοὺς μαθητὰς τῆς Α' τάξεως γυμνασίου καὶ διὰ τοὺς ἀποφοίτους. Ἀπὸ τὸν Σεπτέμβριον ἀρχίζει ἡ λειτουργία πρὸς ἀπόκτησιν τοῦ G.C.E. (General certificate of education). — [631, 871, 1036, 907]
ntinos-name: ΝΤΙΝΟΣ — [1102, 1158, 1192, 1185]
college-enrol: ΕΓΓΡΑΦΑΙ ΑΠΟ 1ης ΣΕΠΤΕΜΒΡΙΟΥ Ο ΑΡΙΘΜΟΣ ΤΩΝ ΜΑΘΗΤΩΝ ΠΕΡΙΟΡΙΣΜΕΝΟΣ — [642, 1183, 1025, 1195]
headline-exetaseis: Αἱ εἰσιτήριοι ἐξετάσεις εὐαγγελιστικῆς σχολῆς — [643, 109, 1024, 176]
headline-chorofylaki: ΑΙ ΕΠΙΤΥΧΟΥΣΑΙ ΕΙΣ ΤΟΝ ΔΙΑΓΩΝΙΣΜΟΝ ΔΙΑ ΤΗΝ ΧΩΡΟΦΥΛΑΚΗΝ — [1080, 417, 1214, 454]
pythagoras-address: Μοναστηρίου 14 τηλ. 517.369, 529.111 — [1142, 2230, 1570, 2257]
subhead-exetaseis: Ἐπιστημονικαὶ συγκεντρώσεις παιδιατρικῆς κλινικῆς. Προγράμματα ἐξετάσεων σπουδαστῶν τεχνικῶν σχολῶν. — [623, 181, 1044, 246]
neolaia-body1b: Τὸ ἀνώτατον ἐκκλησιαστικὸν φροντιστήριον Θεσσαλονίκης ἀνακοινοῖ ὅτι αἱ εἰσιτήριοι ἐξετάσεις θὰ διεξαχθοῦν κατὰ τὸ πρῶτον δεκαπενθήμερον τοῦ Σεπτεμβρίου. Οἱ ὑποψήφιοι καλοῦνται ὅπως ὑποβάλουν τὰ δικαιολογητικά των εἰς τὴν γραμματείαν τῆς σχολῆς. — [623, 353, 830, 448]
math-body9: Ἡ νέα μέθοδος ἀξιοποιεῖ τὴ φυσικὴ περιέργεια τοῦ παιδιοῦ καὶ τὸ προετοιμάζει γιὰ τὸν κόσμο τοῦ αὔριο, τὸν κόσμο τοῦ 21ου αἰῶνος. — [1258, 1134, 1575, 1169]
article-xenodocheiako-body: ΑΘΗΝΑΙ, 26.— Ἀπὸ σήμερον ἀνέλαβε τὰ καθήκοντά του τὸ νέον διοικητικὸν συμβούλιον τοῦ Ξενοδοχειακοῦ Ἐπιμελητηρίου τῆς Ἑλλάδος. — [1055, 276, 1239, 336]
divider — [1055, 228, 1239, 229]
article-prostimo-body-2: ΑΘΗΝΑΙ, 26.— Ὑπὸ τοῦ ὑπουργείου Ἐμπορικῆς Ναυτιλίας ἐπεβλήθη πρόστιμον εἰς πλοίαρχον ἐπιβατηγοῦ πλοίου διὰ ὑπερφόρτωσιν. — [1055, 692, 1239, 752]
college-name-box — [707, 914, 962, 1007]
article-prostimo-body: ΑΘΗΝΑΙ, 26.— Ὑπὸ τοῦ ὑπουργείου Ἐμπορικῆς Ναυτιλίας ἐπεβλήθη πρόστιμον εἰς πλοίαρχον ἐπιβατηγοῦ πλοίου διὰ ὑπερφόρτωσιν. — [1055, 626, 1239, 686]
dimos-body: Καλοῦνται οἱ ἰδιοκτῆται οἰκοδομῶν καὶ ἀκινήτων ἡ γενικῶς οἱ ὑπόχρεοι, ὅπως προσέλθουν εἰς τὰ γραφεῖα τῆς Διευθύνσεως Ταμειακῆς Ὑπηρεσίας πρὸς ἐξόφλησιν τῶν ὀφειλῶν των. Διὰ πᾶσαν συμπληρωματικὴν πληροφορίαν οἱ ἐνδιαφερόμενοι νὰ ἀπευθύνωνται εἰς τὰ γραφεῖα τοῦ Δήμου, ὥρας 7.45 μέχρι 13.00. — [16, 1289, 378, 1354]
neolaia-s4: ΜΕΣΗ ΤΕΧΝΙΚΗ — [900, 474, 982, 487]
divider — [1055, 590, 1239, 591]
divider — [399, 656, 613, 657]
divider — [1055, 1031, 1239, 1032]
neolaia-body1: Τὸ ἀνώτατον ἐκκλησιαστικὸν φροντιστήριον Θεσσαλονίκης ἀνακοινοῖ ὅτι αἱ εἰσιτήριοι ἐξετάσεις θὰ διεξαχθοῦν κατὰ τὸ πρῶτον δεκαπενθήμερον τοῦ Σεπτεμβρίου. Οἱ ὑποψήφιοι καλοῦνται ὅπως ὑποβάλουν τὰ δικαιολογητικά των εἰς τὴν γραμματείαν τῆς σχολῆς. — [623, 252, 830, 347]
pythagoras-bottom-row — [446, 2230, 1570, 2258]
ntinos-line1: ΔΙΠΛΩΜΑΤΟΥΧΟΣ ΤΗΣ Ψ.Ε. ΕΛΛΑΔΟΣ ΚΑΙ ΤΗΣ Ε.Ο.Π. ΑΓΓΛΙΑΣ — [1065, 1185, 1229, 1206]
dimos-subtitle: ΕΠΕΙΓΟΥΣΑ ΠΡΟΣΚΛΗΣΙΣ ΟΦΕΙΛΕΤΩΝ — [77, 1270, 317, 1286]
divider — [8, 616, 386, 618]
headline-peloponnisos: ΔΙΑ ΤΗΝ ΑΝΑΠΤΥΞΙΝ ΤΗΣ ΠΕΛΟΠΟΝΝΗΣΟΥ ΚΑΙ ΔΥΤΙΚΗΣ ΕΛΛΑΔΟΣ — [424, 955, 588, 991]
article-ploia — [1250, 441, 1583, 566]
math-ad — [1250, 574, 1583, 1303]
ntinos-photo — [1087, 1212, 1208, 1363]
article-adeies-body: ΑΘΗΝΑΙ, 26.— Κατὰ σχετικὴν ἀνακοίνωσιν, εἰς 2.597 ἀνῆλθεν ὁ ἀριθμὸς τῶν χορηγηθεισῶν ἀδειῶν ὑπερωριακῆς ἀπασχολήσεως κατὰ τὸν μῆνα Αὔγουστον, εἰς βιομηχανικὰς καὶ βιοτεχνικὰς ἐπιχειρήσεις τῆς χώρας. — [399, 265, 613, 336]
article-synedrion-body-2: ΑΘΗΝΑΙ, 26.— Πραγματοποιεῖται σήμερον εἰς Αἰγάλεω τὸ τοπικὸν συνέδριον τῶν ἐργατοϋπαλλήλων τῆς περιοχῆς. — [399, 747, 613, 795]
dei-notice-signature: Ἐκ τῆς ΔΕΗ — [316, 1010, 378, 1022]
article-elpis-body-2: ΑΘΗΝΑΙ, 26.— Ὡς ἀνεκοίνωσε τὸ ὑπουργεῖον Ναυτιλίας, τὸ φορτηγὸν πλοῖον «Ἐλπὶς» προσέκρουσεν ἐπὶ τῶν ἐγκαταστάσεων ναυπηγείου κατὰ τὴν διάρκειαν ἐπισκευαστικῶν ἐργασιῶν. Αἱ ζημίαι χαρακτηρίζονται σοβαραί. Διενεργεῖται ἀνάκρισις. — [399, 137, 613, 221]
divider — [399, 946, 613, 947]
article-neolaia — [623, 252, 1044, 576]
article-chorofylaki-body: ΑΘΗΝΑΙ, 26.— Ἐκ τοῦ ἀρχηγείου Χωροφυλακῆς ἀνεκοινώθησαν τὰ ὀνόματα τῶν ἐπιτυχουσῶν εἰς τὸν διαγωνισμὸν διὰ τὴν πρόσληψιν γυναικῶν. — [1055, 457, 1239, 517]
lothar-line3: ΚΑΛΟΡΙΦΕΡ ΥΔΑΤΟΣ — [105, 1605, 288, 1626]
headline-synedrion: ΤΟΠΙΚΟΝ ΣΥΝΕΔΡΙΟΝ ΕΡΓΑΤΟ-Υ-ΠΑΛΛΗΛΩΝ ΕΙΣ ΤΟ ΑΙΓΑΛΕΩ — [418, 664, 594, 690]
divider — [399, 565, 613, 566]
lothar-brand: LOTHAR — [101, 1626, 292, 1671]
math-body3: —Μία μαθήτρια τῆς Β' τάξεως ρώτησε: «ὁ ἀριθμὸς 3241 εἶναι ἀριθμὸς τοῦ τετραδικοῦ συστήματος;» — [1258, 769, 1575, 793]
pythagoras-line3: ΛΕΙΤΟΥΡΓΕΙ ΠΡΟΤΥΠΟΝ ΟΙΚΟΤΡΟΦΕΙΟΝ — [446, 2230, 820, 2258]
column-3 — [617, 0, 1044, 2029]
headline-kreas: ΘΑ ΓΙΝΗ ΕΙΣΑΓΩΓΗ ΒΟΕΙΟΥ ΚΡΕΑΤΟΣ ΕΞ ΙΡΛΑΝΔΙΑΣ — [405, 429, 607, 453]
article-attiki — [1250, 59, 1583, 390]
article-metallevtika — [8, 673, 386, 870]
ote-body: ΤΟ ΚΕΝΤΡΟΝ ΗΛΕΚΤΡΟΝΙΚΩΝ ΔΙΕΡΕΥΝΗΣΕΩΝ σᾶς προετοιμάζει καὶ σᾶς ἐκπαιδεύει γιὰ τὸ ἐπάγγελμα τῆς τηλεφωνητρίας. — [18, 1464, 376, 1512]
article-mpravos-body: ΚΑΒΑΛΑ, 26.— Ὁ Νομάρχης ἐπεσκέφθη τὴν Ξάνθην καὶ ἐπεθεώρησε τὰ ἐκτελούμενα ἔργα. — [399, 1128, 613, 1163]
lothar-line4: ΧΩΡΙΣ ΚΑΥΣΤΗΡΑ - ΛΕΒΗΤΑ - ΠΕΤΡΕΛΑΙΟ — [87, 1671, 307, 1684]
lothar-line2: ΣΥΣΤΗΜΑ ΘΕΡΜΑΝΣΕΩΣ — [100, 1587, 293, 1605]
neolaia-body2b: Τὸ πρόγραμμα τῶν προφορικῶν καὶ γραπτῶν ἐξετάσεων ἐπαναληπτικῆς περιόδου Σεπτεμβρίου τῆς κατωτέρας τεχνικῆς σχολῆς ἔχει ὡς ἑξῆς. — [623, 524, 830, 572]
headline-elpis: ΣΟΒΑΡΑΙ ΖΗΜΙΑΙ ΕΚ ΠΡΟΣΚΡΟΥΣΕΩΣ ΤΟΥ ΦΟΡΤΗΓΟΥ «ΕΛΠΙΣ» ΕΠΙ ΝΑΥΠΗΓΕΙΟΥ — [405, 8, 607, 45]
article-choro-body-2: ΑΘΗΝΑΙ, 26.— Εἰς σχετικὴν μελέτην, τῶν ἁρμοδίων ὑπηρεσιῶν, ἀφορῶσαν εἰς τὴν διαμόρφωσιν τοῦ χωροταξικοῦ προγραμματισμοῦ καὶ τὴν χωροταξικὴν δομήν, διευκρινίζονται αἱ οἰκονομικαὶ καὶ κοινωνικαὶ προϋποθέσεις διὰ τὴν προώθησιν τῶν ἐπιμέρους χωροταξικῶν πλαισίων. Ὑπογραμμίζεται ὅτι ἡ ἀνάγκη διαφρώσεως τῶν πλαισίων ἀπορρέει ἐκ τῆς ἀνισομεροῦς ἀναπτύξεως τῶν διαφόρων περιοχῶν τῆς χώρας καὶ ἐκ τῆς συγκεντρώσεως πληθυσμοῦ καὶ δραστηριοτήτων εἰς τὰ μεγάλα ἀστικὰ κέντρα. Ἡ μελέτη προτείνει τὴν κατάρτισιν περιφερειακῶν προγραμμάτων, τὴν κατανομὴν τῶν ἐπενδύσεων καὶ τὴν δημιουργίαν νέων πόλων ἀναπτύξεως, ὥστε νὰ ἐπιτευχθῇ ἰσόρροπος ἀνάπτυξις ὁλοκλήρου τῆς ἐπικρατείας. Τὰ ἀνωτέρω ἐξετάζονται εἰς συνδυασμὸν μὲ τὸ γενικὸν πρόγραμμα οἰκονομικῆς ἀναπτύξεως καὶ μὲ τὰς δυνατότητας ἑκάστης περιφερείας. — [8, 97, 386, 605]
headline-metallevtika: ΘΑ ΤΕΘΟΥΝ ΕΙΣ ΕΦΑΡΜΟΓΗΝ ΘΕΤΙΚΑ ΜΕΤΡΑ ΔΙΑ ΝΑ ΔΙΕΥΡΥΝΘΗ Η ΔΡΑΣΤΗΡΙΟΤΗΣ ΟΛΩΝ ΤΩΝ ΜΕΤΑΛΛΕΥΤΙΚΩΝ ΕΠΙΧΕΙΡΗΣΕΩΝ — [8, 625, 386, 669]
